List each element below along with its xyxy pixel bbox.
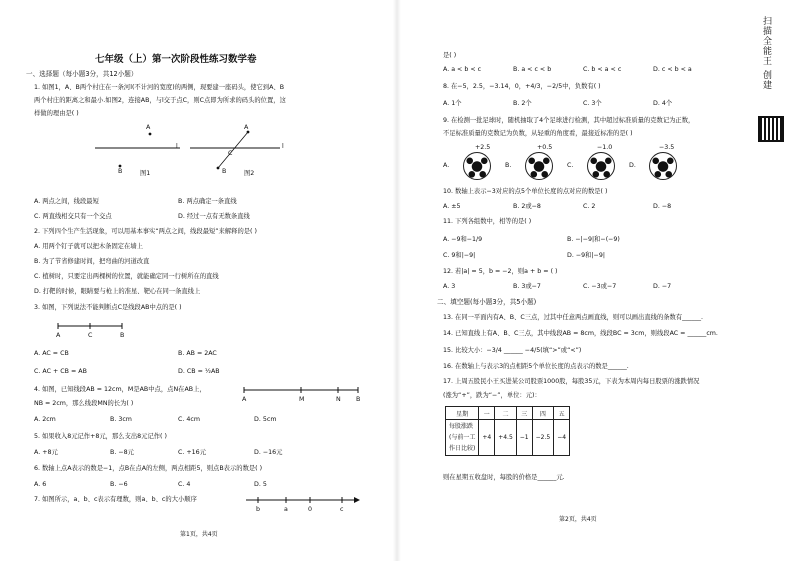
question-text: 5. 如果收入8元记作+8元，那么支出8元记作( ) — [34, 433, 167, 440]
point-label: C — [88, 332, 93, 339]
question-text: 10. 数轴上表示−3对应的点5个单位长度的点对应的数是( ) — [443, 188, 608, 195]
table-header-cell: 五 — [554, 407, 570, 420]
point-label: B — [222, 168, 227, 175]
option: A. 两点之间，线段最短 — [34, 198, 99, 205]
question-text: 14. 已知直线上有A、B、C三点，其中线段AB = 8cm，线段BC = 3cm，则线段AC = ______cm. — [443, 330, 718, 337]
option: C. 2 — [583, 203, 596, 210]
option: A. a < b < c — [443, 66, 482, 73]
point-label: M — [299, 396, 305, 403]
point-label: l — [176, 143, 178, 150]
question-text: 6. 数轴上点A表示的数是−1，点B在点A的左侧，两点相距5，则点B表示的数是( ) — [34, 465, 263, 472]
option: C. b < a < c — [583, 66, 622, 73]
section-header: 一、选择题（每小题3分，共12小题） — [26, 70, 138, 78]
option: B. 为了节省修建时间，把弯曲的河道改直 — [34, 258, 150, 265]
point-label: B — [356, 396, 361, 403]
point-label: 0 — [308, 506, 313, 513]
option: B. −|−9|和−(−9) — [567, 236, 620, 243]
option: A. 用两个钉子就可以把木条固定在墙上 — [34, 243, 143, 250]
option: D. −8 — [653, 203, 672, 210]
point-label: c — [340, 506, 344, 513]
option: C. 4cm — [178, 416, 201, 423]
option: B. 3或−7 — [513, 283, 541, 290]
table-header-cell: 星期 — [446, 407, 479, 420]
question-text: (涨为“+”，跌为“−”，单位：元)： — [443, 392, 541, 399]
table-cell: +4.5 — [495, 420, 517, 456]
table-cell: −2.5 — [532, 420, 554, 456]
question-text: 是( ) — [443, 52, 457, 59]
section-header: 二、填空题(每小题3分，共5小题) — [437, 298, 537, 306]
question-text: 4. 如图，已知线段AB = 12cm，M是AB中点，点N在AB上， — [34, 386, 206, 393]
number-line — [244, 494, 360, 506]
point-label: B — [118, 168, 123, 175]
row-label-line: (与前一工 — [449, 434, 476, 441]
option: C. 植树时，只要定出两棵树的位置，就能确定同一行树所在的直线 — [34, 273, 219, 280]
point-label: A — [56, 332, 61, 339]
table-row — [446, 420, 570, 456]
option: B. 2或−8 — [513, 203, 541, 210]
stock-table — [445, 406, 570, 456]
option: C. 两直线相交只有一个交点 — [34, 213, 112, 220]
question-text: 样做的理由是( ) — [34, 110, 79, 117]
option: B. −6 — [110, 481, 128, 488]
option: D. 打靶的时候，眼睛要与枪上的准星、靶心在同一条直线上 — [34, 288, 201, 295]
figure-caption: 图2 — [244, 170, 255, 177]
table-header-cell: 二 — [495, 407, 517, 420]
table-header-cell: 一 — [479, 407, 495, 420]
option: A. 3 — [443, 283, 456, 290]
option: C. 3个 — [583, 100, 602, 107]
question-text: 不足标准质量的克数记为负数，从轻重的角度看，最接近标准的是( ) — [443, 130, 633, 137]
figure-caption: 图1 — [140, 170, 151, 177]
scanner-watermark: 扫描全能王 创建 — [761, 16, 771, 90]
soccer-ball-icon — [587, 152, 615, 180]
page-footer: 第1页，共4页 — [180, 531, 218, 538]
option: B. AB = 2AC — [178, 350, 217, 357]
ball-value: −3.5 — [659, 144, 675, 151]
option: C. 4 — [178, 481, 191, 488]
ball-value: −1.0 — [597, 144, 613, 151]
question-text: 1. 如图1，A、B两个村庄在一条河l(不计河的宽度)的两侧，现要建一座码头，使它到A、B — [34, 84, 285, 91]
option: D. −7 — [653, 283, 672, 290]
option: C. — [567, 162, 574, 169]
question-text: 3. 如图，下列说法不能判断点C是线段AB中点的是( ) — [34, 304, 182, 311]
soccer-ball-icon — [525, 152, 553, 180]
table-cell: −1 — [516, 420, 532, 456]
point-label: l — [282, 143, 284, 150]
page-footer: 第2页，共4页 — [559, 516, 597, 523]
table-header-cell: 三 — [516, 407, 532, 420]
point-label: C — [228, 150, 233, 157]
option: A. −9和−1/9 — [443, 236, 483, 243]
question-text: 则在星期五收盘时，每股的价格是______元. — [443, 474, 565, 481]
question-text: 12. 若|a| = 5，b = −2，则a + b = ( ) — [443, 268, 558, 275]
option: D. −16元 — [254, 449, 283, 456]
option: D. 5cm — [254, 416, 277, 423]
option: B. a < c < b — [513, 66, 552, 73]
page-title: 七年级（上）第一次阶段性练习数学卷 — [95, 54, 257, 65]
option: D. 4个 — [653, 100, 673, 107]
question-text: 9. 在检测一批足球时，随机抽取了4个足球进行检测，其中超过标准质量的克数记为正数， — [443, 117, 695, 124]
question-text: 17. 上周五股民小王买进某公司股票1000股，每股35元，下表为本周内每日股票的涨跌情况 — [443, 378, 700, 385]
table-row — [446, 407, 570, 420]
point-label: B — [120, 332, 125, 339]
question-text: 13. 在同一平面内有A、B、C三点，过其中任意两点画直线，则可以画出直线的条数有______. — [443, 314, 704, 321]
option: D. c < b < a — [653, 66, 692, 73]
table-row-label — [446, 420, 479, 456]
question-text: 8. 在−5，2.5，−3.14，0，+4/3，−2/5中，负数有( ) — [443, 83, 601, 90]
option: A. +8元 — [34, 449, 58, 456]
option: D. 经过一点有无数条直线 — [178, 213, 250, 220]
option: C. −3或−7 — [583, 283, 617, 290]
option: C. 9和|−9| — [443, 252, 476, 259]
figure-segment — [242, 384, 362, 396]
option: A. ±5 — [443, 203, 461, 210]
point-label: A — [244, 124, 249, 131]
option: D. −9和|−9| — [567, 252, 605, 259]
option: A. AC = CB — [34, 350, 69, 357]
option: C. +16元 — [178, 449, 206, 456]
right-page — [397, 0, 794, 561]
option: D. — [629, 162, 636, 169]
point-label: a — [284, 506, 288, 513]
point-label: N — [336, 396, 341, 403]
option: D. 5 — [254, 481, 267, 488]
question-text: 2. 下列四个生产生活现象，可以用基本事实“两点之间，线段最短”来解释的是( ) — [34, 228, 257, 235]
point-label: b — [256, 506, 260, 513]
table-cell: +4 — [479, 420, 495, 456]
option: C. AC + CB = AB — [34, 368, 87, 375]
question-text: 16. 在数轴上与表示3的点相距5个单位长度的点表示的数是______. — [443, 363, 629, 370]
point-label: A — [146, 124, 151, 131]
table-header-cell: 四 — [532, 407, 554, 420]
figure-river — [90, 122, 320, 178]
question-text: 两个村庄的距离之和最小.如图2，连接AB，与l交于点C，则C点即为所求的码头的位置，这 — [34, 97, 286, 104]
question-text: 15. 比较大小：−3/4 ______ −4/5(填“>”或“<”) — [443, 347, 582, 354]
qr-code-icon — [760, 118, 782, 140]
option: A. 2cm — [34, 416, 56, 423]
soccer-ball-icon — [463, 152, 491, 180]
ball-value: +0.5 — [537, 144, 553, 151]
option: A. 6 — [34, 481, 47, 488]
point-label: A — [242, 396, 247, 403]
question-text: 11. 下列各组数中，相等的是( ) — [443, 218, 532, 225]
row-label-line: 作日比较) — [449, 445, 476, 452]
option: B. 两点确定一条直线 — [178, 198, 237, 205]
option: A. — [443, 162, 450, 169]
row-label-line: 每股涨跌 — [449, 423, 474, 430]
ball-value: +2.5 — [475, 144, 491, 151]
option: B. — [505, 162, 512, 169]
table-cell: −4 — [554, 420, 570, 456]
question-text: NB = 2cm，那么线段MN的长为( ) — [34, 400, 134, 407]
question-text: 7. 如图所示，a、b、c表示有理数，则a、b、c的大小顺序 — [34, 496, 197, 503]
option: B. −8元 — [110, 449, 134, 456]
option: B. 3cm — [110, 416, 132, 423]
option: A. 1个 — [443, 100, 462, 107]
option: B. 2个 — [513, 100, 532, 107]
option: D. CB = ½AB — [178, 368, 220, 375]
soccer-ball-icon — [649, 152, 677, 180]
figure-segment — [56, 320, 126, 332]
